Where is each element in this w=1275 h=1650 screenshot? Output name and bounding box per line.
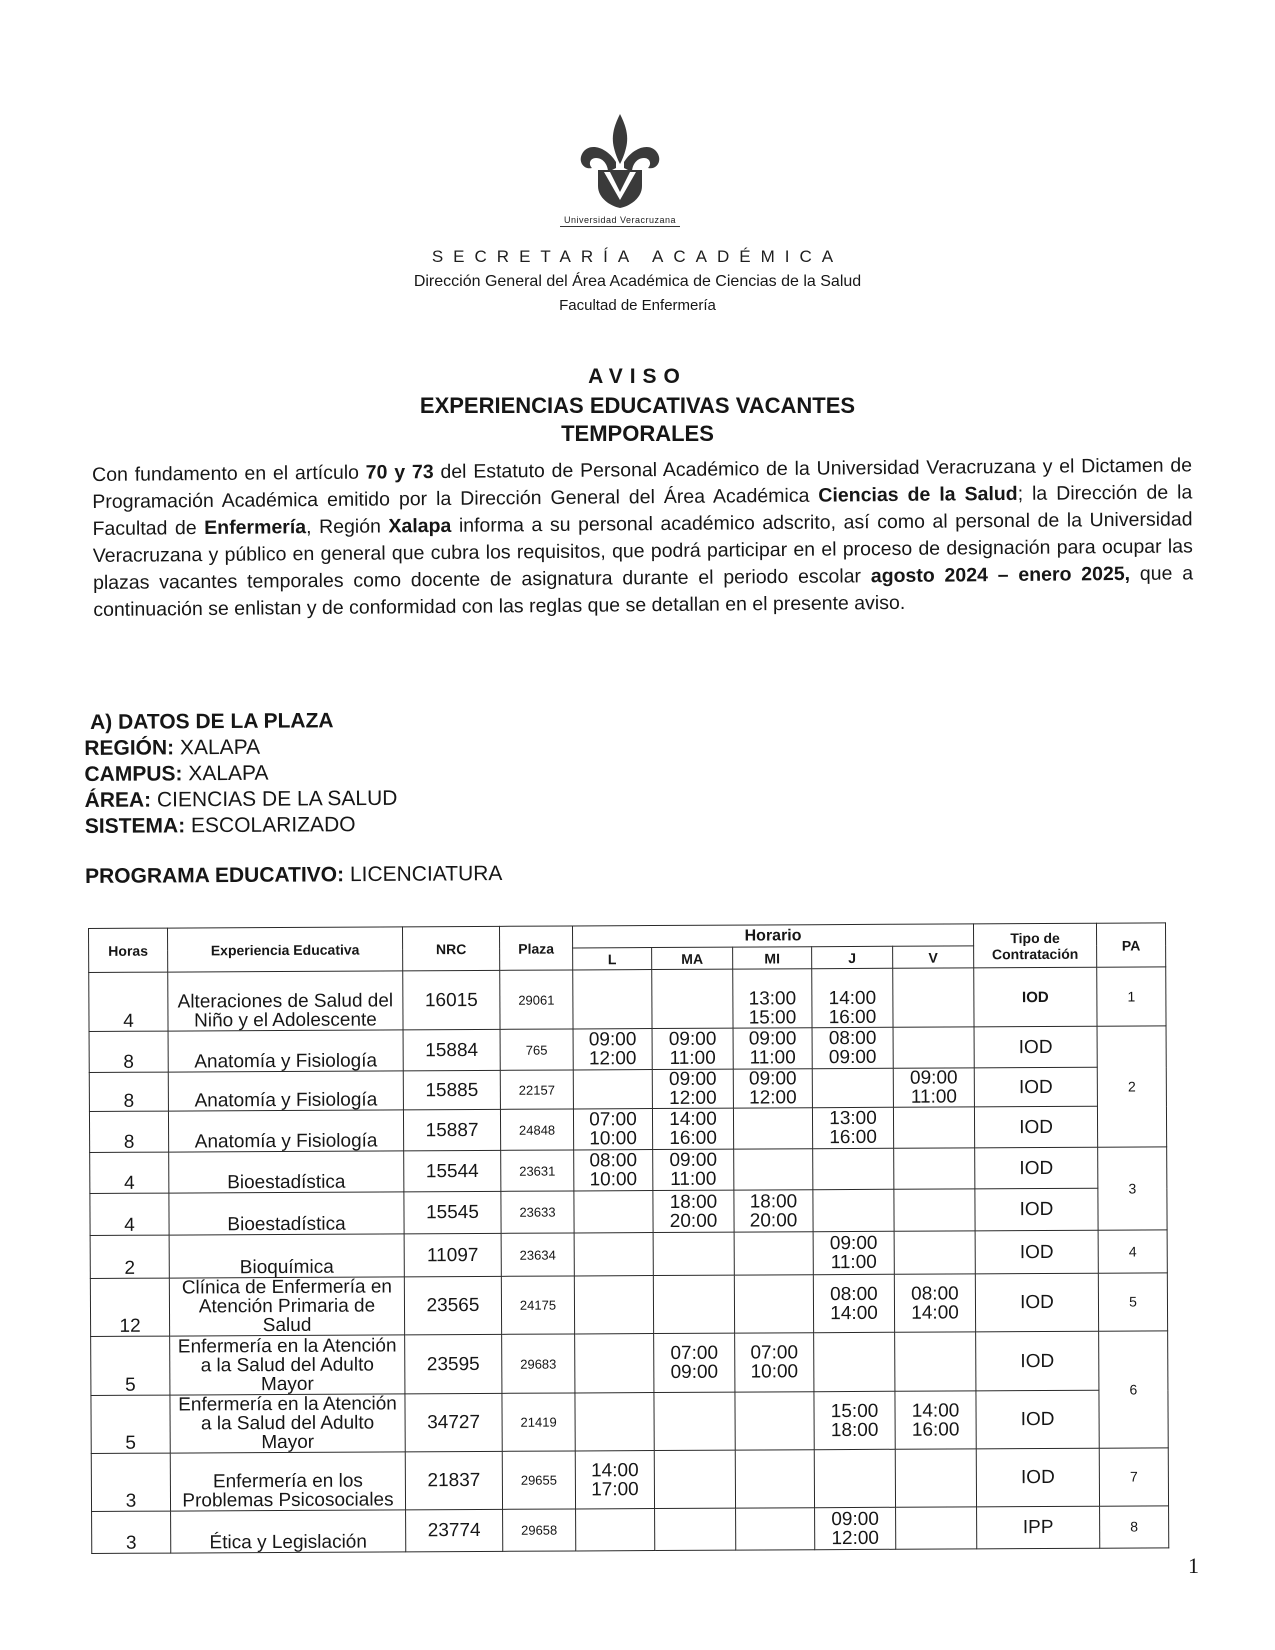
cell-experiencia: Anatomía y Fisiología <box>168 1071 403 1111</box>
table-row <box>89 1067 1166 1112</box>
region-label: REGIÓN: <box>84 736 175 760</box>
cell-ma: 09:00 11:00 <box>652 1028 733 1069</box>
cell-mi <box>735 1450 814 1508</box>
header-horario: Horario <box>572 924 973 948</box>
cell-mi <box>734 1232 813 1275</box>
area-label: ÁREA: <box>84 788 152 812</box>
cell-l <box>575 1393 654 1451</box>
table-row <box>90 1188 1167 1236</box>
cell-experiencia: Enfermería en la Atención a la Salud del Adulto Mayor <box>170 1394 405 1453</box>
cell-mi: 09:00 12:00 <box>733 1069 812 1108</box>
cell-horas: 12 <box>90 1278 169 1336</box>
sistema-label: SISTEMA: <box>84 814 186 838</box>
cell-j <box>813 1189 894 1231</box>
cell-plaza: 29683 <box>502 1334 575 1393</box>
cell-v <box>895 1332 976 1391</box>
cell-experiencia: Clínica de Enfermería en Atención Primaria de Salud <box>169 1277 404 1336</box>
cell-nrc: 34727 <box>405 1393 502 1452</box>
cell-tipo: IOD <box>976 1331 1099 1391</box>
cell-plaza: 29061 <box>500 970 573 1029</box>
cell-ma <box>653 1275 734 1333</box>
header-day-l: L <box>573 948 652 970</box>
cell-plaza: 29658 <box>503 1509 576 1551</box>
secretaria-title: SECRETARÍA ACADÉMICA <box>431 247 844 266</box>
cell-j <box>814 1332 895 1391</box>
cell-tipo: IOD <box>975 1147 1098 1189</box>
cell-pa: 1 <box>1097 967 1166 1026</box>
header-horas: Horas <box>89 928 168 972</box>
cell-v: 08:00 14:00 <box>894 1274 975 1332</box>
cell-pa: 5 <box>1098 1273 1167 1331</box>
cell-j <box>813 1148 894 1189</box>
cell-pa: 6 <box>1099 1331 1169 1448</box>
cell-v <box>893 1107 974 1148</box>
cell-plaza: 24175 <box>501 1276 574 1334</box>
cell-tipo: IOD <box>975 1230 1098 1274</box>
cell-mi: 18:00 20:00 <box>734 1190 813 1232</box>
cell-plaza: 29655 <box>502 1451 575 1509</box>
cell-experiencia: Ética y Legislación <box>171 1510 406 1553</box>
datos-plaza-section <box>84 708 398 840</box>
cell-pa: 2 <box>1097 1026 1167 1147</box>
cell-mi: 09:00 11:00 <box>733 1028 812 1069</box>
cell-ma: 14:00 16:00 <box>652 1108 733 1149</box>
fleur-de-lis-logo-icon <box>578 112 662 210</box>
facultad-subtitle: Facultad de Enfermería <box>559 297 716 314</box>
cell-horas: 4 <box>90 1152 169 1193</box>
cell-horas: 8 <box>89 1111 168 1152</box>
cell-horas: 5 <box>91 1336 170 1395</box>
table-row <box>91 1448 1168 1512</box>
area-row <box>85 786 398 814</box>
cell-j: 15:00 18:00 <box>814 1391 895 1449</box>
cell-plaza: 21419 <box>502 1393 575 1451</box>
cell-experiencia: Anatomía y Fisiología <box>168 1110 403 1152</box>
cell-v <box>893 968 974 1027</box>
intro-area: Ciencias de la Salud <box>818 482 1018 507</box>
cell-ma: 09:00 11:00 <box>653 1149 734 1190</box>
cell-horas: 8 <box>89 1031 168 1072</box>
cell-ma <box>654 1392 735 1450</box>
cell-tipo: IOD <box>974 1067 1097 1107</box>
cell-tipo: IOD <box>974 1106 1097 1148</box>
cell-nrc: 15545 <box>404 1191 501 1234</box>
intro-region: Xalapa <box>388 514 452 538</box>
region-value: XALAPA <box>174 735 261 760</box>
sistema-row <box>85 812 398 840</box>
intro-paragraph <box>92 452 1193 624</box>
cell-nrc: 15885 <box>403 1070 500 1110</box>
cell-plaza: 23633 <box>501 1191 574 1233</box>
cell-l <box>576 1509 655 1551</box>
cell-ma <box>652 969 733 1028</box>
intro-period: agosto 2024 – enero 2025, <box>870 562 1131 588</box>
cell-experiencia: Enfermería en la Atención a la Salud del Adulto Mayor <box>170 1335 405 1395</box>
cell-experiencia: Bioestadística <box>169 1192 404 1235</box>
cell-plaza: 23631 <box>501 1150 574 1191</box>
cell-nrc: 21837 <box>405 1451 502 1510</box>
document-title-line2: TEMPORALES <box>561 421 714 446</box>
document-title-line1: EXPERIENCIAS EDUCATIVAS VACANTES <box>419 393 856 418</box>
cell-nrc: 15887 <box>403 1109 500 1151</box>
table-row <box>90 1230 1167 1279</box>
cell-horas: 4 <box>90 1193 169 1235</box>
cell-ma <box>654 1450 735 1508</box>
cell-j <box>814 1449 895 1507</box>
table-row <box>92 1506 1169 1554</box>
header-day-v: V <box>893 946 974 968</box>
cell-pa: 4 <box>1098 1230 1167 1273</box>
cell-horas: 2 <box>90 1235 169 1278</box>
programa-value: LICENCIATURA <box>343 862 503 887</box>
university-logo <box>520 112 720 228</box>
cell-l: 07:00 10:00 <box>573 1109 652 1150</box>
cell-horas: 4 <box>89 972 168 1031</box>
page-number: 1 <box>1188 1553 1199 1578</box>
cell-l <box>574 1191 653 1233</box>
table-row <box>90 1273 1167 1337</box>
header-experiencia: Experiencia Educativa <box>168 927 403 972</box>
cell-tipo: IOD <box>974 967 1097 1027</box>
table-row <box>89 967 1166 1032</box>
cell-l <box>575 1334 654 1393</box>
cell-v: 09:00 11:00 <box>893 1068 974 1107</box>
cell-mi <box>736 1508 815 1550</box>
table-row <box>91 1390 1168 1454</box>
cell-horas: 8 <box>89 1072 168 1111</box>
cell-plaza: 24848 <box>500 1109 573 1150</box>
table-row <box>89 1026 1166 1073</box>
header-tipo: Tipo de Contratación <box>973 923 1096 968</box>
cell-nrc: 23595 <box>405 1334 502 1394</box>
cell-j: 09:00 11:00 <box>813 1231 894 1274</box>
intro-text: del Estatuto de Personal Académico de la Universidad Veracruzana y el Dictamen de Programación Académica emitido por la Dirección General del Área Académica <box>92 454 1193 513</box>
cell-nrc: 16015 <box>403 970 500 1030</box>
cell-mi <box>735 1392 814 1450</box>
table-row <box>91 1331 1168 1396</box>
cell-plaza: 22157 <box>500 1070 573 1109</box>
cell-pa: 8 <box>1100 1506 1169 1548</box>
cell-nrc: 23774 <box>406 1509 503 1552</box>
cell-l <box>573 970 652 1029</box>
header-nrc: NRC <box>402 926 499 971</box>
cell-j: 08:00 09:00 <box>812 1027 893 1068</box>
header-pa: PA <box>1096 923 1165 967</box>
logo-caption: Universidad Veracruzana <box>560 215 680 227</box>
cell-mi <box>733 1108 812 1149</box>
cell-tipo: IOD <box>976 1448 1099 1507</box>
intro-text: Con fundamento en el artículo <box>92 461 366 486</box>
intro-text: , Región <box>306 515 389 539</box>
cell-v <box>894 1148 975 1189</box>
cell-j <box>812 1068 893 1107</box>
cell-tipo: IOD <box>975 1188 1098 1231</box>
table-row <box>89 1106 1166 1153</box>
cell-experiencia: Enfermería en los Problemas Psicosociales <box>170 1452 405 1511</box>
cell-j: 08:00 14:00 <box>813 1274 894 1332</box>
cell-l: 08:00 10:00 <box>574 1150 653 1191</box>
cell-tipo: IOD <box>975 1273 1098 1332</box>
cell-experiencia: Alteraciones de Salud del Niño y el Adolescente <box>168 971 403 1031</box>
cell-j: 13:00 16:00 <box>812 1107 893 1148</box>
cell-nrc: 15884 <box>403 1029 500 1071</box>
cell-tipo: IOD <box>974 1026 1097 1068</box>
vacancies-table <box>88 922 1169 1554</box>
cell-j: 09:00 12:00 <box>815 1507 896 1549</box>
cell-horas: 3 <box>91 1453 170 1511</box>
intro-facultad: Enfermería <box>204 516 307 540</box>
cell-experiencia: Bioquímica <box>169 1234 404 1278</box>
aviso-heading: AVISO <box>588 365 687 388</box>
cell-ma <box>653 1232 734 1275</box>
intro-text: ; la Dirección de la Facultad de <box>92 481 1193 540</box>
cell-nrc: 23565 <box>404 1276 501 1335</box>
intro-text: informa a su personal académico adscrito, así como al personal de la Universidad Veracruzana y público en general que cubra los requisitos, que podrá participar en el proceso de designación para ocupar las plazas vacantes temporales como docente de asignatura durante el periodo escolar <box>92 508 1193 594</box>
cell-l <box>574 1276 653 1334</box>
cell-ma: 18:00 20:00 <box>653 1190 734 1232</box>
campus-label: CAMPUS: <box>84 762 183 786</box>
table-row <box>90 1147 1167 1194</box>
header-day-mi: MI <box>733 947 812 969</box>
cell-horas: 3 <box>92 1511 171 1553</box>
sistema-value: ESCOLARIZADO <box>185 813 356 838</box>
cell-tipo: IOD <box>976 1390 1099 1449</box>
datos-section-title: A) DATOS DE LA PLAZA <box>90 709 334 734</box>
cell-ma <box>655 1508 736 1550</box>
cell-v <box>894 1231 975 1274</box>
cell-nrc: 15544 <box>404 1150 501 1192</box>
cell-ma: 07:00 09:00 <box>654 1333 735 1392</box>
cell-l <box>574 1233 653 1276</box>
cell-plaza: 765 <box>500 1029 573 1070</box>
campus-row <box>84 760 397 788</box>
cell-v <box>893 1027 974 1068</box>
cell-experiencia: Bioestadística <box>169 1151 404 1193</box>
cell-ma: 09:00 12:00 <box>652 1069 733 1108</box>
cell-horas: 5 <box>91 1395 170 1453</box>
cell-pa: 7 <box>1099 1448 1168 1506</box>
area-value: CIENCIAS DE LA SALUD <box>151 786 398 812</box>
cell-j: 14:00 16:00 <box>812 968 893 1027</box>
intro-articles: 70 y 73 <box>365 461 434 484</box>
cell-mi: 13:00 15:00 <box>733 969 812 1028</box>
cell-nrc: 11097 <box>404 1233 501 1277</box>
direccion-subtitle: Dirección General del Área Académica de Ciencias de la Salud <box>413 273 862 290</box>
cell-pa: 3 <box>1098 1147 1167 1230</box>
campus-value: XALAPA <box>182 761 269 786</box>
cell-l: 14:00 17:00 <box>575 1451 654 1509</box>
cell-v <box>894 1189 975 1231</box>
cell-v: 14:00 16:00 <box>895 1391 976 1449</box>
cell-l <box>573 1070 652 1109</box>
cell-mi: 07:00 10:00 <box>735 1333 814 1392</box>
region-row <box>84 734 397 762</box>
cell-l: 09:00 12:00 <box>573 1029 652 1070</box>
cell-mi <box>734 1149 813 1190</box>
header-day-j: J <box>812 946 893 968</box>
cell-tipo: IPP <box>977 1506 1100 1549</box>
header-day-ma: MA <box>652 947 733 969</box>
cell-v <box>896 1507 977 1549</box>
programa-educativo <box>85 862 502 889</box>
cell-mi <box>734 1275 813 1333</box>
programa-label: PROGRAMA EDUCATIVO: <box>85 863 345 888</box>
header-plaza: Plaza <box>499 926 572 970</box>
intro-text: que a continuación se enlistan y de conformidad con las reglas que se detallan en el presente aviso. <box>93 562 1194 621</box>
cell-v <box>895 1449 976 1507</box>
cell-plaza: 23634 <box>501 1233 574 1276</box>
cell-experiencia: Anatomía y Fisiología <box>168 1030 403 1072</box>
